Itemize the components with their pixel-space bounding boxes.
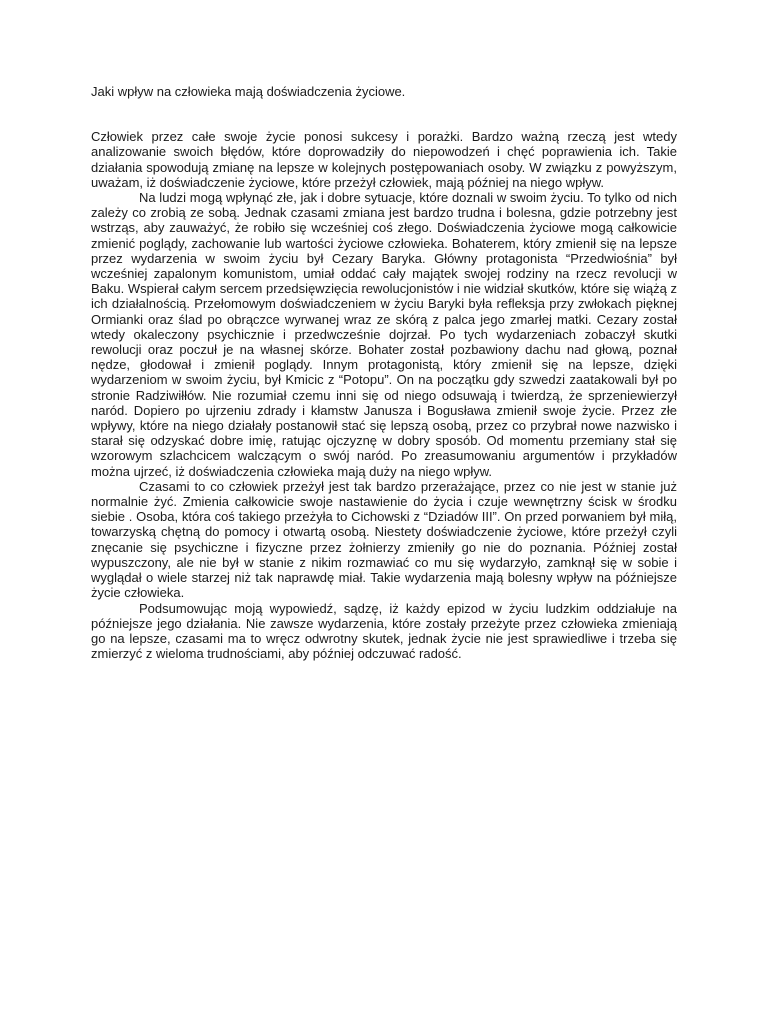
document-title: Jaki wpływ na człowieka mają doświadczenia życiowe.: [91, 84, 406, 99]
paragraph-conclusion: Podsumowując moją wypowiedź, sądzę, iż każdy epizod w życiu ludzkim oddziałuje na późniejsze jego działania. Nie zawsze wydarzenia, które zostały przeżyte przez człowieka zmieniają go na lepsze, czasami ma to wręcz odwrotny skutek, jednak życie nie jest sprawiedliwe i trzeba się zmierzyć z wieloma trudnościami, aby później odczuwać radość.: [91, 600, 677, 662]
paragraph-argument-one: Na ludzi mogą wpłynąć złe, jak i dobre sytuacje, które doznali w swoim życiu. To tylko od nich zależy co zrobią ze sobą. Jednak czasami zmiana jest bardzo trudna i bolesna, gdzie potrzebny jest wstrząs, aby zauważyć, że robiło się wcześniej coś złego. Doświadczenia życiowe mogą całkowicie zmienić poglądy, zachowanie lub wartości życiowe człowieka. Bohaterem, który zmienił się na lepsze przez wydarzenia w swoim życiu był Cezary Baryka. Główny protagonista “Przedwiośnia” był wcześniej zapalonym komunistom, umiał oddać cały majątek swojej rodziny na rzecz revolucji w Baku. Wspierał całym sercem przedsięwzięcia rewolucjonistów i nie widział skutków, które się wiążą z ich działalnością. Przełomowym doświadczeniem w życiu Baryki była refleksja przy zwłokach pięknej Ormianki oraz ślad po obrączce wyrwanej wraz ze skórą z palca jego zmarłej matki. Cezary został wtedy okaleczony psychicznie i przedwcześnie dojrzał. Po tych wydarzeniach zobaczył skutki rewolucji oraz poczuł je na własnej skórze. Bohater został pozbawiony dachu nad głową, poznał nędze, głodował i zmienił poglądy. Innym protagonistą, który zmienił się na lepsze, dzięki wydarzeniom w swoim życiu, był Kmicic z “Potopu”. On na początku gdy szwedzi zaatakowali był po stronie Radziwiłłów. Nie rozumiał czemu inni się od niego odsuwają i twierdzą, że sprzeniewierzył naród. Dopiero po ujrzeniu zdrady i kłamstw Janusza i Bogusława zmienił swoje życie. Przez złe wpływy, które na niego działały postanowił stać się lepszą osobą, przez co przybrał nowe nazwisko i starał się odzyskać dobre imię, ratując ojczyznę w dobry sposób. Od momentu przemiany stał się wzorowym szlachcicem walczącym o swój naród. Po zreasumowaniu argumentów i przykładów można ujrzeć, iż doświadczenia człowieka mają duży na niego wpływ.: [91, 190, 677, 479]
document-body: [91, 84, 677, 661]
paragraph-argument-two: Czasami to co człowiek przeżył jest tak bardzo przerażające, przez co nie jest w stanie już normalnie żyć. Zmienia całkowicie swoje nastawienie do życia i czuje wewnętrzny ścisk w środku siebie . Osoba, która coś takiego przeżyła to Cichowski z “Dziadów III”. On przed porwaniem był miłą, towarzyską chętną do pomocy i otwartą osobą. Niestety doświadczenie życiowe, które przeżył czyli znęcanie się psychiczne i fizyczne przez żołnierzy zmieniły go nie do poznania. Później został wypuszczony, ale nie był w stanie z nikim rozmawiać co mu się wydarzyło, zamknął się w sobie i wyglądał o wiele starzej niż tak naprawdę miał. Takie wydarzenia mają bolesny wpływ na późniejsze życie człowieka.: [91, 478, 677, 601]
paragraph-intro: Człowiek przez całe swoje życie ponosi sukcesy i porażki. Bardzo ważną rzeczą jest wtedy analizowanie swoich błędów, które doprowadziły do niepowodzeń i chęć poprawienia ich. Takie działania spowodują zmianę na lepsze w kolejnych postępowaniach osoby. W związku z powyższym, uważam, iż doświadczenie życiowe, które przeżył człowiek, mają później na niego wpływ.: [91, 129, 677, 190]
